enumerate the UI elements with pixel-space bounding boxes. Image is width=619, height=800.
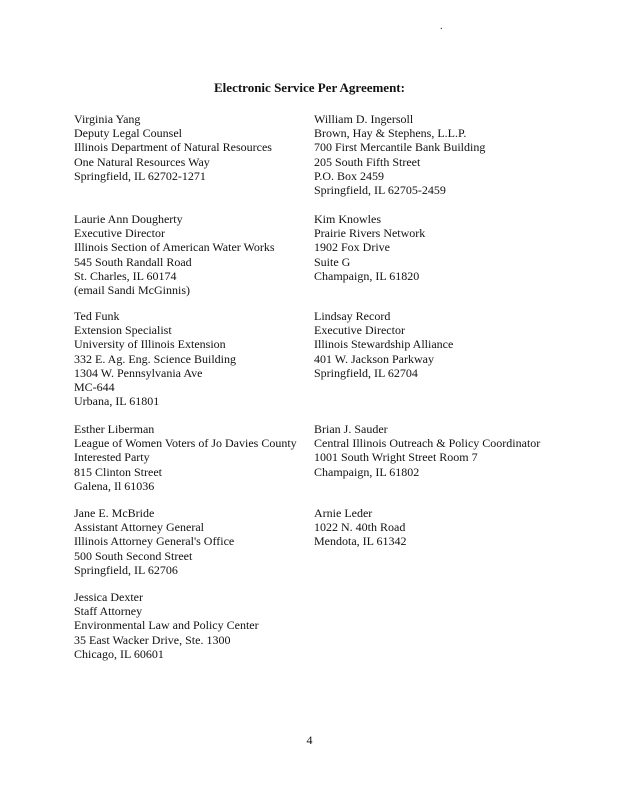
recipient-name: Ted Funk	[74, 309, 120, 323]
address-line: Deputy Legal Counsel	[74, 126, 182, 141]
recipient-address-block	[74, 112, 314, 212]
service-row	[74, 112, 554, 212]
address-line: Illinois Stewardship Alliance	[314, 337, 454, 352]
address-line: 1902 Fox Drive	[314, 240, 390, 255]
recipient-address-block	[74, 212, 314, 309]
recipient-address-block	[74, 309, 314, 422]
address-line: Executive Director	[314, 323, 405, 338]
address-line: Prairie Rivers Network	[314, 226, 426, 241]
address-line: 1001 South Wright Street Room 7	[314, 450, 478, 465]
address-line: 1022 N. 40th Road	[314, 520, 406, 535]
address-line: 332 E. Ag. Eng. Science Building	[74, 351, 236, 366]
page-number: 4	[306, 733, 313, 747]
address-line: 1304 W. Pennsylvania Ave	[74, 365, 203, 380]
recipient-address-block	[314, 309, 554, 422]
recipient-name: Lindsay Record	[314, 309, 391, 323]
address-line: 700 First Mercantile Bank Building	[314, 140, 486, 155]
service-list	[74, 112, 554, 660]
address-line: Executive Director	[74, 226, 165, 241]
recipient-name: William D. Ingersoll	[314, 112, 414, 126]
service-heading: Electronic Service Per Agreement:	[214, 80, 405, 95]
recipient-address-block	[74, 506, 314, 590]
address-line: Mendota, IL 61342	[314, 534, 407, 549]
recipient-name: Jane E. McBride	[74, 506, 155, 520]
recipient-address-block	[314, 506, 554, 590]
address-line: University of Illinois Extension	[74, 337, 226, 352]
address-line: 545 South Randall Road	[74, 254, 192, 269]
service-row	[74, 309, 554, 422]
address-line: Environmental Law and Policy Center	[74, 618, 259, 633]
recipient-name: Esther Liberman	[74, 422, 155, 436]
address-line: Springfield, IL 62702-1271	[74, 168, 206, 183]
address-line: 401 W. Jackson Parkway	[314, 351, 434, 366]
address-line: Illinois Attorney General's Office	[74, 534, 235, 549]
address-line: Suite G	[314, 254, 351, 269]
recipient-address-block	[74, 590, 314, 660]
address-line: Staff Attorney	[74, 604, 143, 619]
recipient-name: Virginia Yang	[74, 112, 141, 126]
recipient-name: Jessica Dexter	[74, 590, 143, 604]
service-row	[74, 212, 554, 309]
address-line: Central Illinois Outreach & Policy Coordinator	[314, 436, 541, 451]
address-line: Champaign, IL 61802	[314, 464, 420, 479]
recipient-address-block	[314, 212, 554, 309]
address-line: Illinois Section of American Water Works	[74, 240, 275, 255]
address-line: Extension Specialist	[74, 323, 172, 338]
address-line: (email Sandi McGinnis)	[74, 283, 190, 298]
address-line: Assistant Attorney General	[74, 520, 204, 535]
address-line: 205 South Fifth Street	[314, 154, 421, 169]
recipient-name: Kim Knowles	[314, 212, 381, 226]
address-line: League of Women Voters of Jo Davies County	[74, 436, 297, 451]
address-line: 815 Clinton Street	[74, 464, 162, 479]
recipient-name: Arnie Leder	[314, 506, 373, 520]
address-line: Springfield, IL 62704	[314, 365, 418, 380]
address-line: Champaign, IL 61820	[314, 268, 420, 283]
address-line: Illinois Department of Natural Resources	[74, 140, 272, 155]
recipient-address-block	[74, 422, 314, 506]
address-line: Interested Party	[74, 450, 150, 465]
address-line: Brown, Hay & Stephens, L.L.P.	[314, 126, 467, 141]
address-line: Springfield, IL 62705-2459	[314, 183, 446, 198]
corner-mark: .	[440, 21, 443, 32]
address-line: One Natural Resources Way	[74, 154, 210, 169]
service-row	[74, 506, 554, 590]
address-line: Chicago, IL 60601	[74, 646, 164, 661]
address-line: 500 South Second Street	[74, 548, 193, 563]
recipient-address-block	[314, 422, 554, 506]
service-row	[74, 590, 554, 660]
address-line: 35 East Wacker Drive, Ste. 1300	[74, 632, 231, 647]
service-row	[74, 422, 554, 506]
recipient-name: Brian J. Sauder	[314, 422, 388, 436]
recipient-address-block	[314, 590, 554, 660]
address-line: Springfield, IL 62706	[74, 562, 178, 577]
recipient-address-block	[314, 112, 554, 212]
address-line: Urbana, IL 61801	[74, 394, 160, 409]
recipient-name: Laurie Ann Dougherty	[74, 212, 183, 226]
address-line: St. Charles, IL 60174	[74, 268, 177, 283]
address-line: Galena, Il 61036	[74, 478, 155, 493]
address-line: P.O. Box 2459	[314, 168, 385, 183]
address-line: MC-644	[74, 380, 115, 395]
